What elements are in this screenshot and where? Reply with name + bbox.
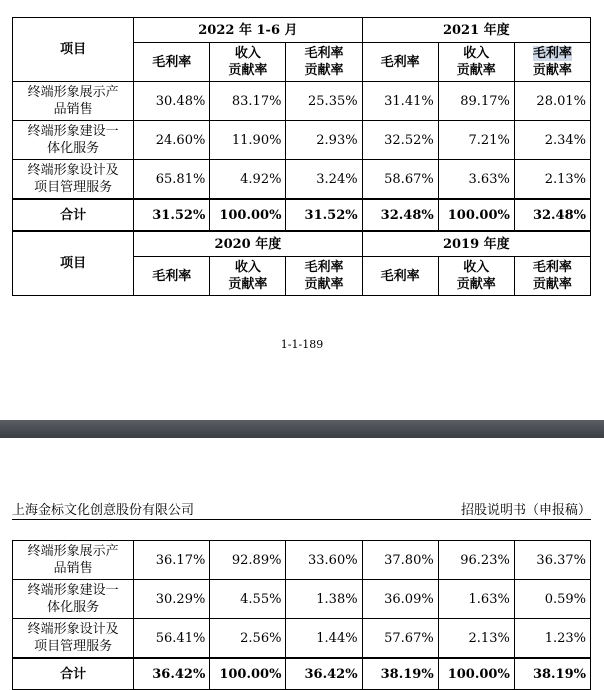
cell: 3.63% — [438, 160, 514, 200]
total-label: 合计 — [13, 658, 134, 690]
total-row — [13, 199, 591, 231]
row-label: 终端形象设计及 项目管理服务 — [13, 160, 134, 200]
item-header: 项目 — [13, 18, 134, 82]
cell: 56.41% — [134, 619, 210, 659]
col-gross-margin: 毛利率 — [134, 43, 210, 82]
table-row — [13, 580, 591, 619]
col-profit-contribution: 毛利率 贡献率 — [286, 43, 362, 82]
cell: 2.13% — [438, 619, 514, 659]
col-gross-margin: 毛利率 — [134, 257, 210, 296]
cell: 92.89% — [210, 541, 286, 580]
col-gross-margin: 毛利率 — [362, 43, 438, 82]
col-revenue-contribution: 收入 贡献率 — [438, 257, 514, 296]
col-revenue-contribution: 收入 贡献率 — [210, 43, 286, 82]
col-revenue-contribution: 收入 贡献率 — [438, 43, 514, 82]
cell: 33.60% — [286, 541, 362, 580]
cell: 36.42% — [134, 658, 210, 690]
cell: 32.48% — [514, 199, 590, 231]
page-separator — [0, 420, 604, 438]
cell: 4.55% — [210, 580, 286, 619]
cell: 36.37% — [514, 541, 590, 580]
cell: 11.90% — [210, 121, 286, 160]
cell: 57.67% — [362, 619, 438, 659]
cell: 31.41% — [362, 82, 438, 121]
cell: 2.93% — [286, 121, 362, 160]
cell: 89.17% — [438, 82, 514, 121]
page-number: 1-1-189 — [280, 338, 324, 351]
row-label: 终端形象设计及 项目管理服务 — [13, 619, 134, 659]
cell: 31.52% — [286, 199, 362, 231]
table-row — [13, 541, 591, 580]
cell: 1.23% — [514, 619, 590, 659]
cell: 32.48% — [362, 199, 438, 231]
cell: 100.00% — [438, 658, 514, 690]
col-profit-contribution-selected: 毛利率 贡献率 — [514, 43, 590, 82]
col-profit-contribution: 毛利率 贡献率 — [286, 257, 362, 296]
period-header-2019: 2019 年度 — [362, 231, 590, 257]
cell: 31.52% — [134, 199, 210, 231]
cell: 30.48% — [134, 82, 210, 121]
cell: 2.56% — [210, 619, 286, 659]
cell: 37.80% — [362, 541, 438, 580]
item-header: 项目 — [13, 231, 134, 296]
cell: 58.67% — [362, 160, 438, 200]
table-row — [13, 82, 591, 121]
cell: 83.17% — [210, 82, 286, 121]
cell: 1.38% — [286, 580, 362, 619]
cell: 4.92% — [210, 160, 286, 200]
table-row — [13, 160, 591, 200]
cell: 2.13% — [514, 160, 590, 200]
cell: 2.34% — [514, 121, 590, 160]
cell: 0.59% — [514, 580, 590, 619]
cell: 38.19% — [514, 658, 590, 690]
cell: 36.09% — [362, 580, 438, 619]
cell: 1.63% — [438, 580, 514, 619]
cell: 1.44% — [286, 619, 362, 659]
document-title: 招股说明书（申报稿） — [460, 503, 591, 518]
period-header-2022h1: 2022 年 1-6 月 — [134, 18, 362, 43]
gross-margin-table-top — [12, 17, 591, 296]
period-header-2020: 2020 年度 — [134, 231, 362, 257]
cell: 96.23% — [438, 541, 514, 580]
row-label: 终端形象建设一 体化服务 — [13, 580, 134, 619]
cell: 100.00% — [438, 199, 514, 231]
cell: 24.60% — [134, 121, 210, 160]
cell: 25.35% — [286, 82, 362, 121]
cut-off-text-line — [30, 682, 590, 690]
cell: 36.17% — [134, 541, 210, 580]
cell: 32.52% — [362, 121, 438, 160]
row-label: 终端形象展示产 品销售 — [13, 541, 134, 580]
row-label: 终端形象建设一 体化服务 — [13, 121, 134, 160]
row-label: 终端形象展示产 品销售 — [13, 82, 134, 121]
cell: 36.42% — [286, 658, 362, 690]
cell: 100.00% — [210, 658, 286, 690]
table-row — [13, 619, 591, 659]
col-gross-margin: 毛利率 — [362, 257, 438, 296]
running-header — [12, 497, 591, 520]
cell: 65.81% — [134, 160, 210, 200]
gross-margin-table-bottom — [12, 540, 591, 690]
cell: 30.29% — [134, 580, 210, 619]
col-revenue-contribution: 收入 贡献率 — [210, 257, 286, 296]
table-row — [13, 121, 591, 160]
period-header-2021: 2021 年度 — [362, 18, 590, 43]
total-label: 合计 — [13, 199, 134, 231]
cell: 38.19% — [362, 658, 438, 690]
cell: 100.00% — [210, 199, 286, 231]
col-profit-contribution: 毛利率 贡献率 — [514, 257, 590, 296]
cell: 3.24% — [286, 160, 362, 200]
cell: 7.21% — [438, 121, 514, 160]
cell: 28.01% — [514, 82, 590, 121]
company-name: 上海金标文化创意股份有限公司 — [12, 503, 195, 518]
